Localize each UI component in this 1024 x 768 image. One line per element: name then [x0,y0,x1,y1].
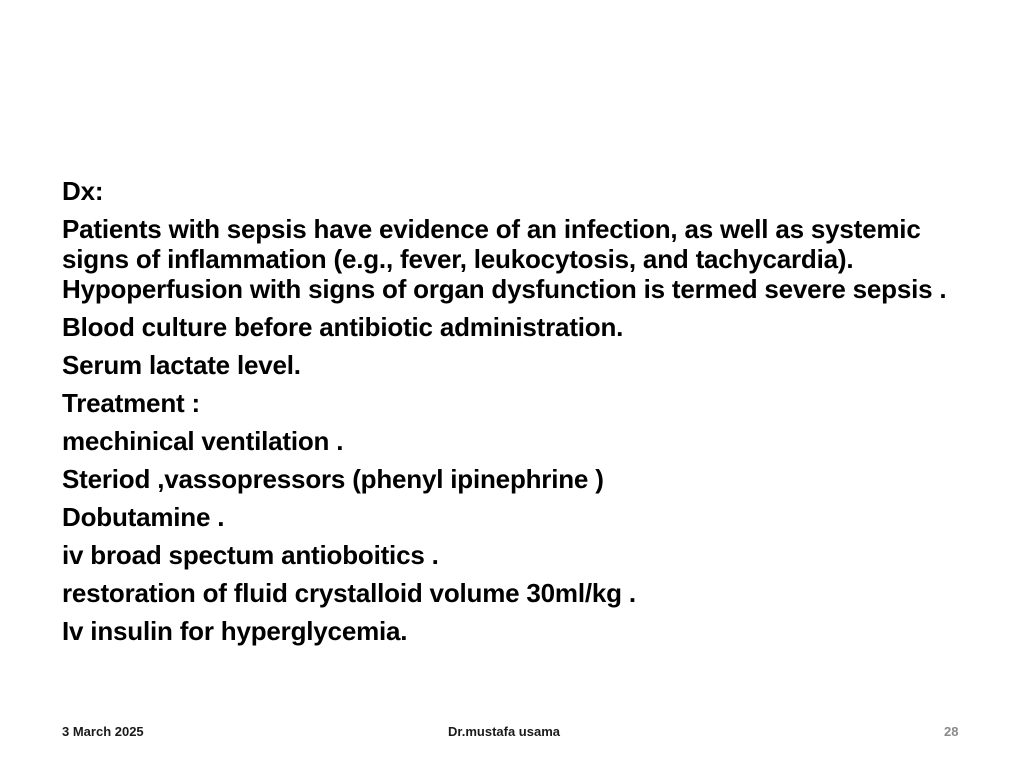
ventilation-line: mechinical ventilation . [62,426,344,456]
sepsis-description: Patients with sepsis have evidence of an infection, as well as systemic signs of inflammation (e.g., fever, leukocytosis, and tachycardia). Hypoperfusion with signs of organ dysfunction is termed severe sepsis . [62,214,947,304]
steroid-line: Steriod ,vassopressors (phenyl ipinephrine ) [62,464,604,494]
blood-culture-line: Blood culture before antibiotic administration. [62,312,624,342]
antibiotics-line: iv broad spectum antioboitics . [62,540,439,570]
page-number: 28 [944,724,959,739]
dobutamine-line: Dobutamine . [62,502,225,532]
slide-content [62,176,962,654]
serum-lactate-line: Serum lactate level. [62,350,301,380]
treatment-heading: Treatment : [62,388,200,418]
dx-heading: Dx: [62,176,104,206]
footer-author: Dr.mustafa usama [448,724,560,739]
footer-date: 3 March 2025 [62,724,144,739]
insulin-line: Iv insulin for hyperglycemia. [62,616,408,646]
fluid-restoration-line: restoration of fluid crystalloid volume 30ml/kg . [62,578,636,608]
